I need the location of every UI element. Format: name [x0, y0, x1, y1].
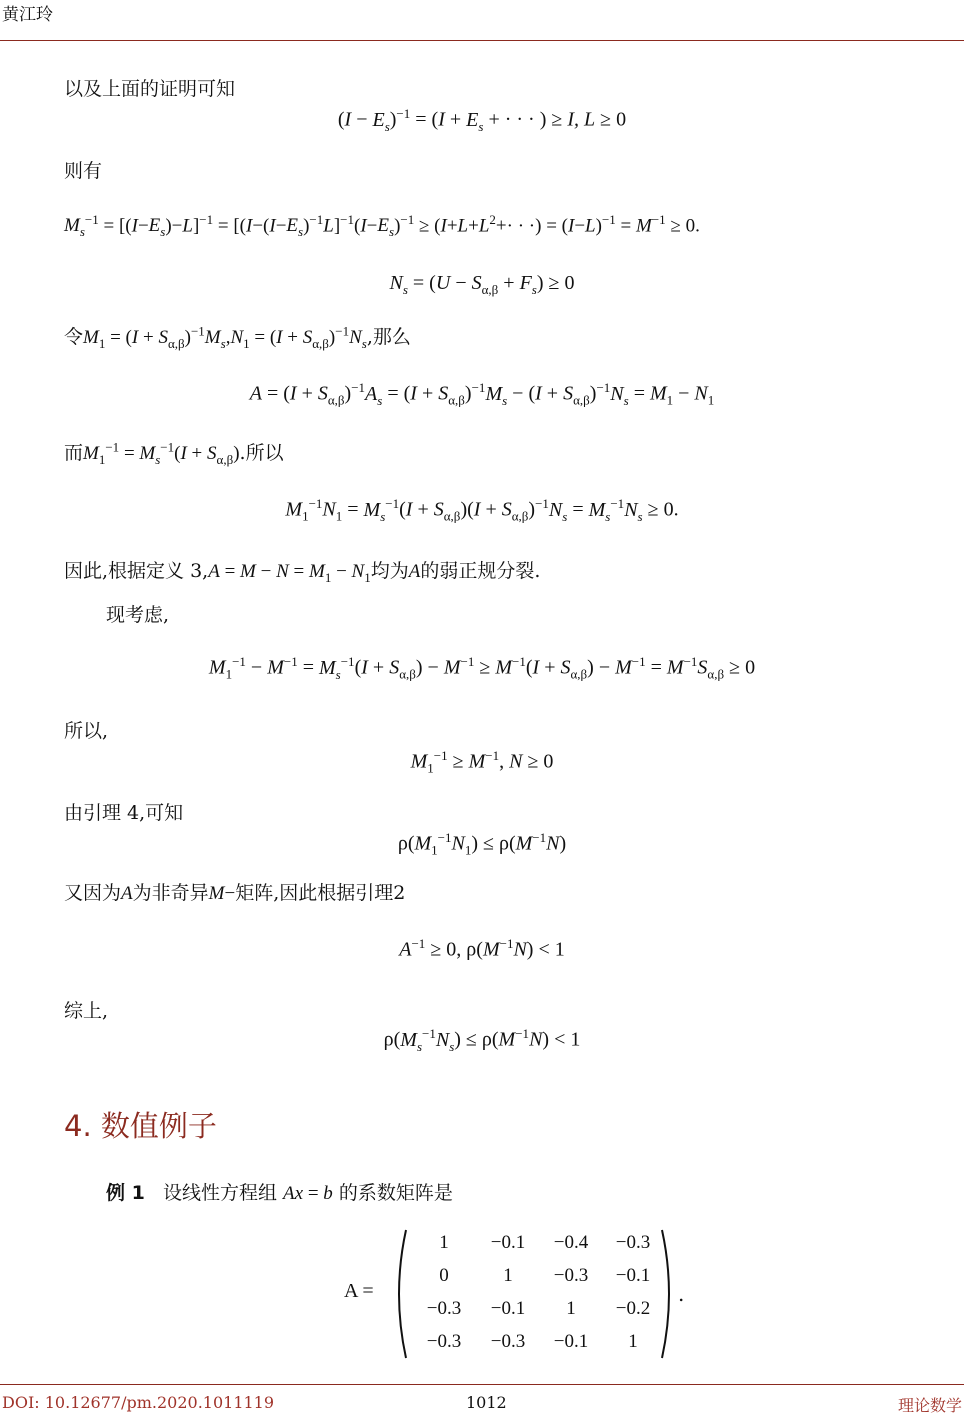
paragraph-6: 现考虑,: [106, 604, 170, 626]
matrix-period: .: [678, 1282, 685, 1306]
equation-1: $(I - E_s)^{-1} = (I + E_s$ + · · · ) ≥ I, L ≥ 0: [337, 106, 627, 134]
matrix-cell: −0.3: [426, 1331, 462, 1352]
matrix-cell: 1: [503, 1265, 513, 1286]
matrix-cell: −0.1: [490, 1298, 526, 1319]
equation-6: $M_1^{-1} - M^{-1} = M_s^{-1}(I + S_{\alpha,\beta}) - M^{-1} \ge M^{-1}(I + S_{\alpha,\beta}) - M^{-1} = M^{-1}S_{\alpha,\beta} \ge 0$: [208, 654, 756, 682]
example-label: 例 1: [106, 1182, 145, 1204]
example-statement: 例 1 设线性方程组 Ax = b 的系数矩阵是: [106, 1182, 453, 1204]
paragraph-7: 所以,: [64, 720, 109, 742]
paragraph-2: 则有: [64, 160, 103, 182]
matrix-cell: 1: [628, 1331, 638, 1352]
matrix-cell: −0.4: [553, 1232, 589, 1253]
equation-4: $A = (I + S_{\alpha,\beta})^{-1}A_s = (I + S_{\alpha,\beta})^{-1}M_s - (I + S_{\alpha,\beta})^{-1}N_s = M_1 - N_1$: [249, 380, 715, 408]
matrix-cell: −0.1: [553, 1331, 589, 1352]
equation-9: $A^{-1} \ge 0$, $\rho(M^{-1}N) < 1$: [399, 936, 565, 961]
footer-page-number: 1012: [466, 1393, 507, 1412]
matrix-cell: −0.3: [553, 1265, 589, 1286]
paragraph-1: 以及上面的证明可知: [64, 78, 236, 100]
page-footer: [0, 1384, 964, 1415]
paragraph-5: 因此,根据定义 $3,A = M - N = M_1 - N_1$均为A的弱正规分裂.: [64, 560, 541, 585]
equation-8: $\rho(M_1^{-1}N_1) \le \rho(M^{-1}N)$: [397, 830, 567, 858]
equation-10: $\rho(M_s^{-1}N_s) \le \rho(M^{-1}N) < 1$: [383, 1026, 581, 1054]
coefficient-matrix: [340, 1224, 685, 1364]
matrix-cell: 0: [439, 1265, 449, 1286]
paragraph-9: 又因为A为非奇异M−矩阵,因此根据引理2: [64, 882, 406, 904]
section-heading: 4. 数值例子: [64, 1109, 217, 1143]
matrix-grid: [412, 1232, 664, 1364]
matrix-cell: −0.3: [490, 1331, 526, 1352]
running-header: [0, 0, 964, 41]
matrix-cell: −0.1: [490, 1232, 526, 1253]
matrix-cell: −0.2: [615, 1298, 651, 1319]
equation-5: $M_1^{-1}N_1 = M_s^{-1}(I + S_{\alpha,\beta})(I + S_{\alpha,\beta})^{-1}N_s = M_s^{-1}N_s \ge 0$.: [285, 496, 679, 524]
paragraph-10: 综上,: [64, 1000, 109, 1022]
matrix-cell: −0.3: [426, 1298, 462, 1319]
footer-doi[interactable]: DOI: 10.12677/pm.2020.1011119: [2, 1393, 275, 1412]
matrix-name: A =: [344, 1280, 374, 1302]
matrix-cell: 1: [566, 1298, 576, 1319]
paragraph-8: 由引理 4,可知: [64, 802, 184, 824]
equation-3: $N_s = (U - S_{\alpha,\beta} + F_s) \ge 0$: [389, 272, 575, 297]
equation-7: $M_1^{-1} \ge M^{-1}$, N ≥ 0: [410, 748, 554, 776]
matrix-cell: −0.3: [615, 1232, 651, 1253]
footer-journal: 理论数学: [897, 1396, 962, 1415]
paragraph-4: 而$M_1^{-1} = M_s^{-1}(I + S_{\alpha,\beta})$.所以: [64, 439, 284, 467]
matrix-cell: −0.1: [615, 1265, 651, 1286]
equation-2: $M_s^{-1} = [(I-E_s)-L]^{-1} = [(I-(I-E_s)^{-1}L]^{-1}(I-E_s)^{-1} \ge (I+L+L^2+\cdot$ · ·) = $(I-L)^{-1} = M^{-1} \ge 0$.: [64, 212, 700, 240]
paragraph-3: 令$M_1 = (I + S_{\alpha,\beta})^{-1}M_s,N_1 = (I + S_{\alpha,\beta})^{-1}N_s$,那么: [64, 323, 411, 351]
header-author: 黄江玲: [2, 5, 53, 25]
matrix-cell: 1: [439, 1232, 449, 1253]
